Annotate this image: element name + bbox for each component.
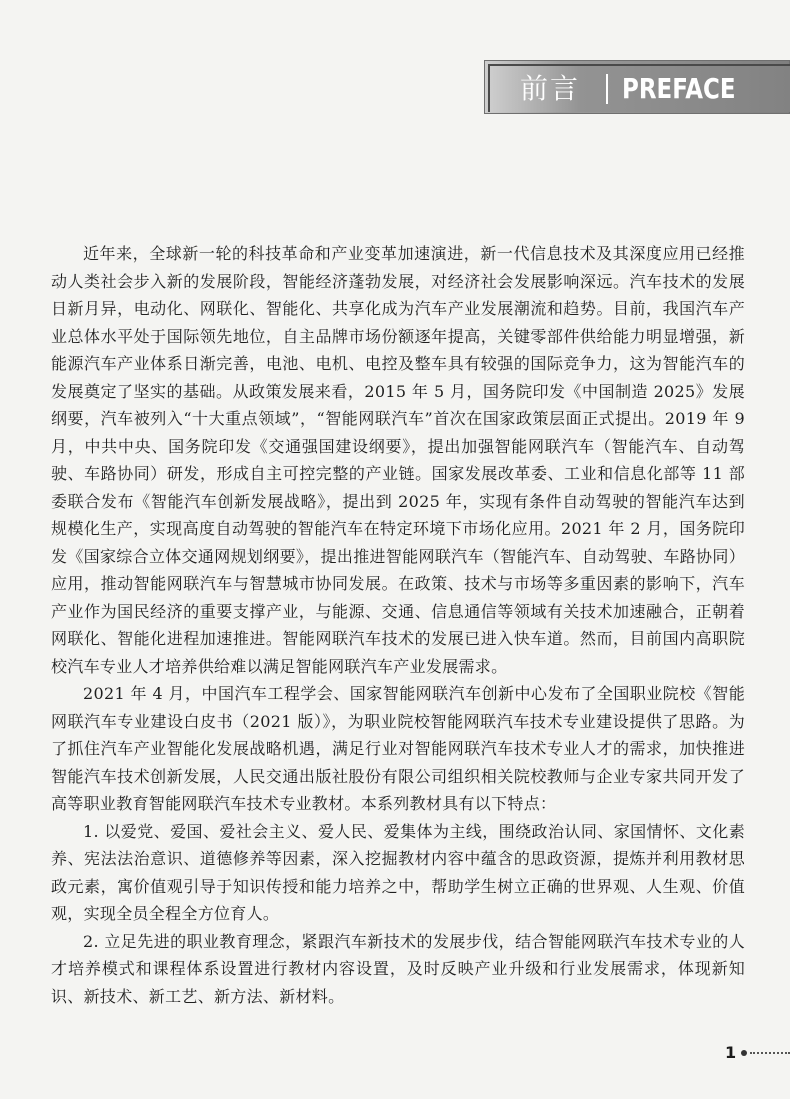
header-separator <box>606 74 608 104</box>
paragraph-1: 近年来，全球新一轮的科技革命和产业变革加速演进，新一代信息技术及其深度应用已经推动人类社会步入新的发展阶段，智能经济蓬勃发展，对经济社会发展影响深远。汽车技术的发展日新月异，电动化、网联化、智能化、共享化成为汽车产业发展潮流和趋势。目前，我国汽车产业总体水平处于国际领先地位，自主品牌市场份额逐年提高，关键零部件供给能力明显增强，新能源汽车产业体系日渐完善，电池、电机、电控及整车具有较强的国际竞争力，这为智能汽车的发展奠定了坚实的基础。从政策发展来看，2015 年 5 月，国务院印发《中国制造 2025》发展纲要，汽车被列入“十大重点领域”，“智能网联汽车”首次在国家政策层面正式提出。2019 年 9 月，中共中央、国务院印发《交通强国建设纲要》，提出加强智能网联汽车（智能汽车、自动驾驶、车路协同）研发，形成自主可控完整的产业链。国家发展改革委、工业和信息化部等 11 部委联合发布《智能汽车创新发展战略》，提出到 2025 年，实现有条件自动驾驶的智能汽车达到规模化生产，实现高度自动驾驶的智能汽车在特定环境下市场化应用。2021 年 2 月，国务院印发《国家综合立体交通网规划纲要》，提出推进智能网联汽车（智能汽车、自动驾驶、车路协同）应用，推动智能网联汽车与智慧城市协同发展。在政策、技术与市场等多重因素的影响下，汽车产业作为国民经济的重要支撑产业，与能源、交通、信息通信等领域有关技术加速融合，正朝着网联化、智能化进程加速推进。智能网联汽车技术的发展已进入快车道。然而，目前国内高职院校汽车专业人才培养供给难以满足智能网联汽车产业发展需求。 <box>51 244 745 676</box>
preface-body <box>51 240 745 1010</box>
dot-icon <box>741 1050 747 1056</box>
page-number-dots <box>741 1050 790 1056</box>
paragraph-2: 2021 年 4 月，中国汽车工程学会、国家智能网联汽车创新中心发布了全国职业院校《智能网联汽车专业建设白皮书（2021 版）》，为职业院校智能网联汽车技术专业建设提供了思路。为了抓住汽车产业智能化发展战略机遇，满足行业对智能网联汽车技术专业人才的需求，加快推进智能汽车技术创新发展，人民交通出版社股份有限公司组织相关院校教师与企业专家共同开发了高等职业教育智能网联汽车技术专业教材。本系列教材具有以下特点： <box>51 684 745 813</box>
page-number: 1 <box>725 1043 737 1062</box>
preface-english-title: PREFACE <box>622 72 736 105</box>
paragraph-4: 2. 立足先进的职业教育理念，紧跟汽车新技术的发展步伐，结合智能网联汽车技术专业的人才培养模式和课程体系设置进行教材内容设置，及时反映产业升级和行业发展需求，体现新知识、新技术、新工艺、新方法、新材料。 <box>51 931 745 1006</box>
preface-title: 前言 <box>520 72 581 105</box>
dotted-line <box>750 1052 790 1054</box>
paragraph-3: 1. 以爱党、爱国、爱社会主义、爱人民、爱集体为主线，围绕政治认同、家国情怀、文化素养、宪法法治意识、道德修养等因素，深入挖掘教材内容中蕴含的思政资源，提炼并利用教材思政元素，寓价值观引导于知识传授和能力培养之中，帮助学生树立正确的世界观、人生观、价值观，实现全员全程全方位育人。 <box>51 821 745 923</box>
